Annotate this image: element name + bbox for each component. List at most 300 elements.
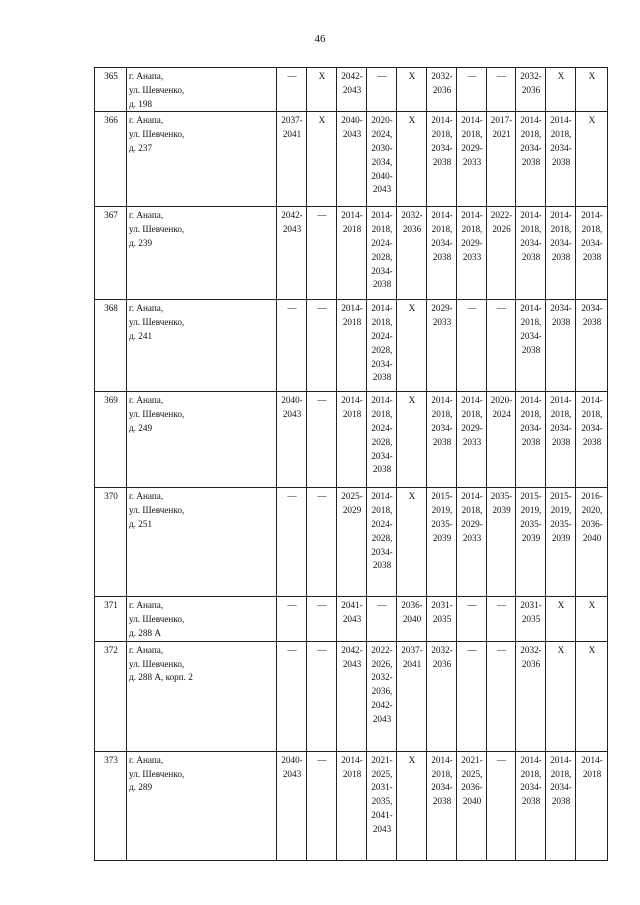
period-value: 2024, bbox=[371, 129, 393, 140]
period-value: 2038 bbox=[372, 372, 392, 383]
address-cell bbox=[127, 392, 277, 488]
period-cell bbox=[516, 112, 546, 207]
period-value: 2024- bbox=[371, 422, 393, 433]
address-line: д. 239 bbox=[129, 237, 153, 248]
period-value: — bbox=[496, 754, 507, 765]
period-value: 2040- bbox=[281, 395, 303, 406]
period-value: X bbox=[408, 303, 416, 314]
period-value: 2018, bbox=[461, 409, 483, 420]
period-value: 2018, bbox=[371, 505, 393, 516]
period-value: 2018 bbox=[582, 768, 602, 779]
period-value: 2037- bbox=[281, 115, 303, 126]
period-value: — bbox=[467, 644, 477, 655]
period-value: — bbox=[317, 600, 327, 611]
period-value: 2040 bbox=[462, 796, 482, 807]
period-value: 2014- bbox=[461, 115, 483, 126]
period-cell bbox=[546, 112, 576, 207]
period-value: 2039 bbox=[521, 532, 541, 543]
address-cell bbox=[127, 300, 277, 392]
period-value: 2018 bbox=[342, 317, 362, 328]
period-value: 2018, bbox=[371, 409, 393, 420]
period-value: 2025, bbox=[371, 768, 393, 779]
period-value: 2018, bbox=[550, 409, 572, 420]
period-value: 2014- bbox=[550, 115, 572, 126]
period-value: 2043 bbox=[342, 658, 362, 669]
address-line: ул. Шевченко, bbox=[129, 768, 185, 779]
address-line: ул. Шевченко, bbox=[129, 317, 185, 328]
period-cell bbox=[367, 112, 397, 207]
period-value: 2018, bbox=[371, 317, 393, 328]
period-cell bbox=[516, 488, 546, 597]
row-number: 367 bbox=[95, 207, 127, 300]
period-cell bbox=[337, 488, 367, 597]
period-cell bbox=[457, 68, 487, 112]
period-value: 2040 bbox=[402, 614, 422, 625]
period-cell bbox=[487, 207, 516, 300]
period-value: 2040- bbox=[371, 170, 393, 181]
period-value: 2014- bbox=[341, 754, 363, 765]
period-cell bbox=[516, 597, 546, 641]
period-value: 2034- bbox=[520, 142, 542, 153]
address-cell bbox=[127, 112, 277, 207]
period-value: X bbox=[557, 644, 565, 655]
period-value: 2031- bbox=[371, 782, 393, 793]
period-value: 2034- bbox=[581, 422, 603, 433]
period-value: 2018, bbox=[461, 505, 483, 516]
period-cell bbox=[427, 751, 457, 860]
period-value: 2025- bbox=[341, 491, 363, 502]
period-value: 2018, bbox=[520, 768, 542, 779]
period-value: 2014- bbox=[371, 210, 393, 221]
period-value: 2014- bbox=[550, 210, 572, 221]
period-cell bbox=[546, 597, 576, 641]
period-value: 2032- bbox=[520, 71, 542, 81]
period-value: 2034- bbox=[520, 330, 542, 341]
period-value: 2040- bbox=[281, 754, 303, 765]
period-value: 2039 bbox=[551, 532, 571, 543]
period-value: 2015- bbox=[520, 491, 542, 502]
period-value: 2043 bbox=[282, 224, 302, 235]
period-value: 2038 bbox=[551, 796, 571, 807]
period-value: 2014- bbox=[461, 491, 483, 502]
table-body bbox=[95, 68, 608, 861]
period-value: 2020, bbox=[581, 505, 603, 516]
period-value: 2014- bbox=[461, 210, 483, 221]
period-value: 2034- bbox=[431, 142, 453, 153]
period-value: 2034- bbox=[371, 450, 393, 461]
period-value: 2039 bbox=[492, 505, 511, 516]
period-value: 2029- bbox=[461, 422, 483, 433]
period-value: 2038 bbox=[551, 436, 571, 447]
period-value: — bbox=[467, 303, 477, 314]
period-cell bbox=[576, 207, 608, 300]
period-value: 2034- bbox=[550, 422, 572, 433]
address-cell bbox=[127, 68, 277, 112]
period-value: 2020- bbox=[490, 395, 513, 406]
period-cell bbox=[457, 488, 487, 597]
period-cell bbox=[307, 597, 337, 641]
period-value: 2041- bbox=[341, 600, 363, 611]
period-value: 2038 bbox=[551, 156, 571, 167]
period-value: 2036 bbox=[521, 84, 541, 95]
period-value: 2014- bbox=[371, 491, 393, 502]
address-line: г. Анапа, bbox=[129, 395, 164, 406]
period-value: 2015- bbox=[431, 491, 453, 502]
period-value: 2035, bbox=[371, 796, 393, 807]
period-value: 2034- bbox=[520, 422, 542, 433]
period-cell bbox=[337, 751, 367, 860]
address-line: г. Анапа, bbox=[129, 303, 164, 314]
period-value: 2014- bbox=[581, 754, 603, 765]
period-value: 2032- bbox=[431, 644, 453, 655]
period-value: 2036- bbox=[401, 600, 423, 611]
period-cell bbox=[367, 392, 397, 488]
period-cell bbox=[546, 641, 576, 751]
period-value: — bbox=[287, 600, 297, 611]
period-cell bbox=[307, 68, 337, 112]
address-line: д. 237 bbox=[129, 142, 153, 153]
address-line: д. 198 bbox=[129, 98, 153, 109]
period-cell bbox=[397, 207, 427, 300]
period-cell bbox=[277, 112, 307, 207]
period-value: 2024- bbox=[371, 330, 393, 341]
period-value: 2038 bbox=[432, 436, 452, 447]
period-value: 2035- bbox=[520, 518, 542, 529]
period-cell bbox=[546, 300, 576, 392]
period-cell bbox=[337, 641, 367, 751]
period-cell bbox=[576, 597, 608, 641]
address-line: д. 251 bbox=[129, 518, 153, 529]
table-row bbox=[95, 112, 608, 207]
period-cell bbox=[427, 641, 457, 751]
table-row bbox=[95, 641, 608, 751]
period-value: 2036- bbox=[461, 782, 483, 793]
address-line: ул. Шевченко, bbox=[129, 409, 185, 420]
period-value: X bbox=[588, 115, 596, 126]
period-value: 2040- bbox=[341, 115, 363, 126]
period-value: 2042- bbox=[371, 699, 393, 710]
period-value: 2043 bbox=[282, 409, 302, 420]
period-value: 2035- bbox=[550, 518, 572, 529]
period-cell bbox=[397, 488, 427, 597]
period-value: 2034- bbox=[371, 358, 393, 369]
period-value: 2038 bbox=[372, 279, 392, 290]
period-cell bbox=[337, 68, 367, 112]
period-value: X bbox=[408, 754, 416, 765]
period-value: 2034- bbox=[371, 265, 393, 276]
period-value: 2034- bbox=[371, 546, 393, 557]
period-cell bbox=[487, 68, 516, 112]
table-row bbox=[95, 488, 608, 597]
row-number: 370 bbox=[95, 488, 127, 597]
period-value: 2033 bbox=[462, 251, 482, 262]
address-cell bbox=[127, 207, 277, 300]
period-value: — bbox=[287, 71, 297, 81]
period-value: — bbox=[496, 600, 507, 611]
period-value: — bbox=[317, 491, 327, 502]
period-cell bbox=[337, 597, 367, 641]
period-value: 2014- bbox=[371, 303, 393, 314]
period-value: 2042- bbox=[281, 210, 303, 221]
period-value: 2042- bbox=[341, 71, 363, 81]
address-line: ул. Шевченко, bbox=[129, 129, 185, 140]
period-value: — bbox=[317, 395, 327, 406]
period-value: 2029- bbox=[461, 142, 483, 153]
period-value: 2018, bbox=[461, 129, 483, 140]
period-value: 2015- bbox=[550, 491, 572, 502]
address-line: ул. Шевченко, bbox=[129, 505, 185, 516]
period-value: 2038 bbox=[582, 317, 602, 328]
period-value: 2035- bbox=[431, 518, 453, 529]
period-value: 2038 bbox=[551, 251, 571, 262]
period-cell bbox=[307, 112, 337, 207]
period-value: 2018, bbox=[520, 317, 542, 328]
period-value: 2043 bbox=[342, 129, 362, 140]
row-number: 373 bbox=[95, 751, 127, 860]
period-value: 2014- bbox=[431, 210, 453, 221]
address-line: ул. Шевченко, bbox=[129, 658, 185, 669]
period-value: 2028, bbox=[371, 532, 393, 543]
period-cell bbox=[516, 751, 546, 860]
period-value: 2040 bbox=[582, 532, 602, 543]
address-line: д. 288 А, корп. 2 bbox=[129, 672, 193, 683]
period-value: 2036- bbox=[581, 518, 603, 529]
period-value: — bbox=[377, 71, 387, 81]
period-cell bbox=[427, 112, 457, 207]
period-value: 2014- bbox=[520, 754, 542, 765]
table-row bbox=[95, 751, 608, 860]
period-cell bbox=[367, 641, 397, 751]
address-line: д. 289 bbox=[129, 782, 153, 793]
period-value: 2034- bbox=[581, 303, 603, 314]
period-value: 2036 bbox=[521, 658, 541, 669]
period-value: 2014- bbox=[520, 395, 542, 406]
period-value: — bbox=[496, 644, 507, 655]
period-cell bbox=[546, 68, 576, 112]
period-value: X bbox=[408, 115, 416, 126]
period-value: 2029 bbox=[342, 505, 362, 516]
period-value: — bbox=[287, 303, 297, 314]
period-value: 2029- bbox=[431, 303, 453, 314]
address-line: г. Анапа, bbox=[129, 600, 164, 611]
period-value: 2028, bbox=[371, 436, 393, 447]
period-value: 2019, bbox=[431, 505, 453, 516]
address-line: ул. Шевченко, bbox=[129, 84, 185, 95]
period-cell bbox=[457, 207, 487, 300]
period-cell bbox=[397, 300, 427, 392]
period-cell bbox=[546, 392, 576, 488]
period-cell bbox=[277, 207, 307, 300]
period-cell bbox=[516, 300, 546, 392]
period-value: X bbox=[557, 71, 565, 81]
row-number: 372 bbox=[95, 641, 127, 751]
period-value: 2034- bbox=[550, 303, 572, 314]
row-number: 371 bbox=[95, 597, 127, 641]
address-cell bbox=[127, 751, 277, 860]
period-value: 2014- bbox=[431, 754, 453, 765]
period-value: 2038 bbox=[521, 156, 541, 167]
period-value: — bbox=[287, 491, 297, 502]
period-cell bbox=[337, 112, 367, 207]
period-cell bbox=[576, 68, 608, 112]
period-cell bbox=[307, 392, 337, 488]
period-cell bbox=[487, 392, 516, 488]
period-cell bbox=[307, 488, 337, 597]
period-value: 2034- bbox=[581, 237, 603, 248]
period-value: 2029- bbox=[461, 237, 483, 248]
page-number: 46 bbox=[314, 33, 326, 45]
period-value: 2038 bbox=[551, 317, 571, 328]
period-value: 2018, bbox=[550, 768, 572, 779]
period-cell bbox=[367, 488, 397, 597]
period-cell bbox=[576, 392, 608, 488]
period-cell bbox=[367, 597, 397, 641]
period-cell bbox=[307, 300, 337, 392]
period-cell bbox=[367, 751, 397, 860]
period-cell bbox=[427, 207, 457, 300]
period-value: 2018, bbox=[371, 224, 393, 235]
address-cell bbox=[127, 641, 277, 751]
period-value: 2037- bbox=[401, 644, 423, 655]
period-value: 2018, bbox=[431, 129, 453, 140]
period-value: 2033 bbox=[462, 532, 482, 543]
period-cell bbox=[277, 488, 307, 597]
address-line: д. 249 bbox=[129, 422, 153, 433]
period-value: — bbox=[317, 303, 327, 314]
period-value: 2020- bbox=[371, 115, 393, 126]
period-value: 2034- bbox=[550, 782, 572, 793]
period-value: 2028, bbox=[371, 344, 393, 355]
period-value: — bbox=[317, 754, 327, 765]
period-value: 2033 bbox=[462, 156, 482, 167]
address-line: ул. Шевченко, bbox=[129, 224, 185, 235]
period-value: 2018, bbox=[581, 409, 603, 420]
period-value: X bbox=[588, 644, 596, 655]
period-value: 2038 bbox=[521, 796, 541, 807]
period-cell bbox=[516, 641, 546, 751]
period-cell bbox=[516, 392, 546, 488]
period-value: 2016- bbox=[581, 491, 603, 502]
period-value: X bbox=[408, 395, 416, 406]
period-value: 2043 bbox=[282, 768, 302, 779]
period-value: 2019, bbox=[550, 505, 572, 516]
period-value: 2043 bbox=[342, 84, 362, 95]
period-value: 2025, bbox=[461, 768, 483, 779]
period-value: X bbox=[408, 71, 416, 81]
address-line: г. Анапа, bbox=[129, 754, 164, 765]
period-cell bbox=[367, 300, 397, 392]
period-value: 2021- bbox=[461, 754, 483, 765]
period-cell bbox=[546, 488, 576, 597]
period-cell bbox=[307, 641, 337, 751]
period-value: 2031- bbox=[520, 600, 542, 611]
period-value: 2018, bbox=[431, 768, 453, 779]
period-value: 2014- bbox=[520, 303, 542, 314]
period-cell bbox=[576, 300, 608, 392]
period-value: 2041 bbox=[282, 129, 302, 140]
period-cell bbox=[427, 392, 457, 488]
period-cell bbox=[457, 300, 487, 392]
address-cell bbox=[127, 488, 277, 597]
period-cell bbox=[427, 597, 457, 641]
period-cell bbox=[277, 597, 307, 641]
address-line: г. Анапа, bbox=[129, 115, 164, 126]
period-cell bbox=[457, 392, 487, 488]
period-value: 2018, bbox=[520, 409, 542, 420]
period-value: 2014- bbox=[431, 115, 453, 126]
period-cell bbox=[576, 488, 608, 597]
period-cell bbox=[397, 751, 427, 860]
period-value: 2034- bbox=[520, 237, 542, 248]
table-row bbox=[95, 68, 608, 112]
period-value: 2032- bbox=[371, 672, 393, 683]
period-value: 2033 bbox=[462, 436, 482, 447]
period-value: 2043 bbox=[372, 823, 392, 834]
period-value: 2018, bbox=[550, 224, 572, 235]
period-cell bbox=[277, 392, 307, 488]
period-value: 2036 bbox=[402, 224, 422, 235]
period-cell bbox=[427, 300, 457, 392]
period-value: 2031- bbox=[431, 600, 453, 611]
period-value: 2036, bbox=[371, 686, 393, 697]
period-value: — bbox=[496, 71, 507, 81]
period-cell bbox=[487, 641, 516, 751]
period-cell bbox=[457, 597, 487, 641]
period-value: 2034, bbox=[371, 156, 393, 167]
period-value: 2014- bbox=[550, 395, 572, 406]
address-line: г. Анапа, bbox=[129, 644, 164, 655]
period-value: 2014- bbox=[371, 395, 393, 406]
period-cell bbox=[367, 207, 397, 300]
period-value: 2035- bbox=[490, 491, 513, 502]
address-line: д. 241 bbox=[129, 330, 153, 341]
period-cell bbox=[487, 488, 516, 597]
period-cell bbox=[576, 751, 608, 860]
period-cell bbox=[546, 751, 576, 860]
period-value: 2018, bbox=[431, 224, 453, 235]
row-number: 368 bbox=[95, 300, 127, 392]
period-cell bbox=[337, 300, 367, 392]
period-cell bbox=[307, 751, 337, 860]
period-cell bbox=[277, 751, 307, 860]
address-line: ул. Шевченко, bbox=[129, 614, 185, 625]
period-value: 2014- bbox=[341, 210, 363, 221]
period-value: 2029- bbox=[461, 518, 483, 529]
period-value: X bbox=[318, 115, 326, 126]
period-cell bbox=[307, 207, 337, 300]
period-value: 2018, bbox=[461, 224, 483, 235]
address-line: д. 288 А bbox=[129, 627, 161, 638]
period-value: — bbox=[287, 644, 297, 655]
period-value: 2014- bbox=[431, 395, 453, 406]
period-value: X bbox=[557, 600, 565, 611]
period-value: 2021- bbox=[371, 754, 393, 765]
period-value: 2038 bbox=[432, 156, 452, 167]
period-value: 2043 bbox=[372, 184, 392, 195]
period-cell bbox=[457, 751, 487, 860]
address-line: г. Анапа, bbox=[129, 491, 164, 502]
period-value: 2042- bbox=[341, 644, 363, 655]
period-value: 2018 bbox=[342, 768, 362, 779]
table-row bbox=[95, 597, 608, 641]
period-cell bbox=[457, 112, 487, 207]
period-value: 2024- bbox=[371, 518, 393, 529]
period-value: 2034- bbox=[431, 782, 453, 793]
period-cell bbox=[516, 68, 546, 112]
period-value: 2034- bbox=[550, 237, 572, 248]
period-value: 2014- bbox=[520, 210, 542, 221]
period-cell bbox=[487, 112, 516, 207]
